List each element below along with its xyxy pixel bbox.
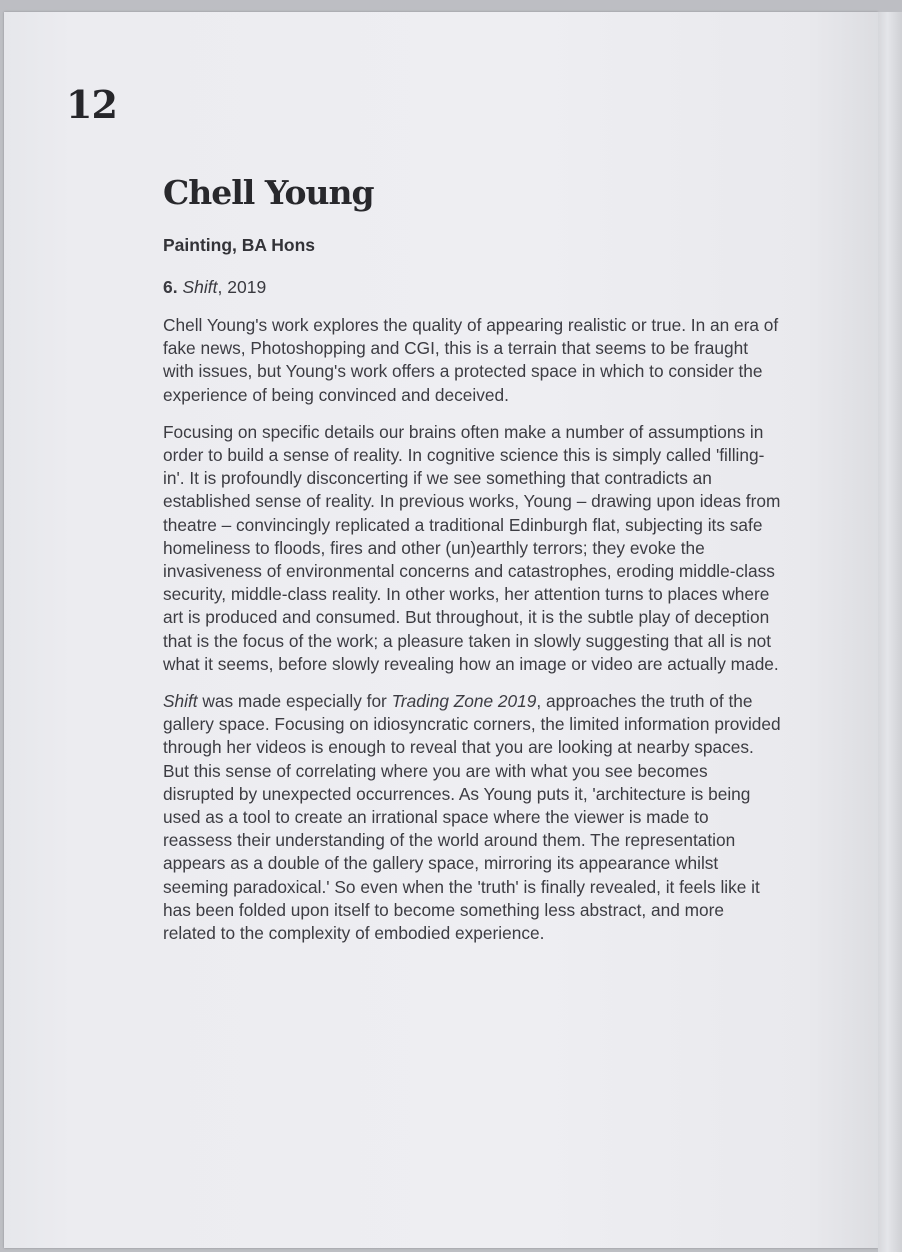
work-title-inline: Shift — [163, 691, 198, 712]
page-edge — [878, 12, 902, 1252]
body-paragraph-3 — [163, 690, 781, 945]
artist-discipline: Painting, BA Hons — [163, 235, 315, 255]
body-paragraph-1: Chell Young's work explores the quality of appearing realistic or true. In an era of fake news, Photoshopping and CGI, this is a terrain that seems to be fraught with issues, but Young's work offers a protected space in which to consider the experience of being convinced and deceived. — [163, 315, 779, 405]
page-number: 12 — [66, 82, 117, 127]
work-year: , 2019 — [217, 277, 267, 297]
paragraph-3-text-b: , approaches the truth of the gallery space. Focusing on idiosyncratic corners, the limited information provided through her videos is enough to reveal that you are looking at nearby spaces. But this sense of correlating where you are with what you see becomes disrupted by unexpected occurrences. As Young puts it, 'architecture is being used as a tool to create an irrational space where the viewer is made to reassess their understanding of the world around them. The representation appears as a double of the gallery space, mirroring its appearance whilst seeming paradoxical.' So even when the 'truth' is finally revealed, it feels like it has been folded upon itself to become something less abstract, and more related to the complexity of embodied experience. — [163, 691, 781, 944]
work-number: 6. — [163, 277, 178, 297]
paragraph-3-text-a: was made especially for — [197, 691, 392, 712]
work-caption — [163, 274, 781, 300]
work-title: Shift — [182, 277, 218, 297]
artist-entry — [163, 168, 781, 959]
artist-name: Chell Young — [163, 173, 374, 212]
body-paragraph-2: Focusing on specific details our brains often make a number of assumptions in order to build a sense of reality. In cognitive science this is simply called 'filling-in'. It is profoundly disconcerting if we see something that contradicts an established sense of reality. In previous works, Young – drawing upon ideas from theatre – convincingly replicated a traditional Edinburgh flat, subjecting its safe homeliness to floods, fires and other (un)earthly terrors; they evoke the invasiveness of environmental concerns and catastrophes, eroding middle-class security, middle-class reality. In other works, her attention turns to places where art is produced and consumed. But throughout, it is the subtle play of deception that is the focus of the work; a pleasure taken in slowly suggesting that all is not what it seems, before slowly revealing how an image or video are actually made. — [163, 421, 781, 674]
exhibition-title-inline: Trading Zone 2019 — [391, 691, 537, 712]
